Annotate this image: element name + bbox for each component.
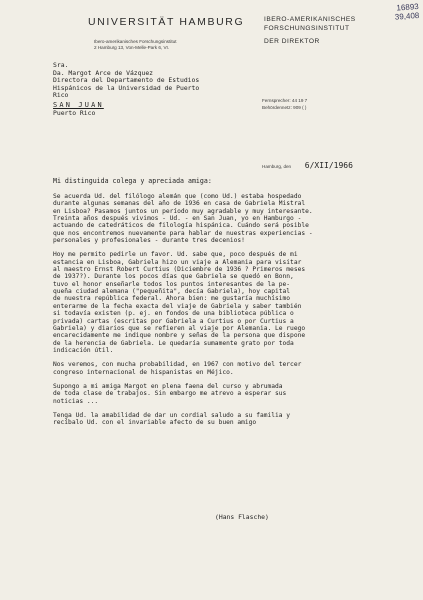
paragraph	[53, 361, 388, 376]
director-title: DER DIREKTOR	[264, 38, 320, 45]
archive-mark-2: 39,408	[394, 10, 420, 22]
recipient-line: Hispánicos de la Universidad de Puerto	[53, 83, 200, 92]
body-line: de nuestra república federal. Ahora bien: me gustaría muchísimo	[53, 295, 291, 303]
body-line: que nos encontremos nuevamente para hablar de nuestras experiencias -	[53, 229, 313, 237]
body-line: si todavía existen (p. ej. en fondos de una biblioteca pública o	[53, 310, 294, 318]
body-line: Se acuerda Ud. del filólogo alemán que (como Ud.) estaba hospedado	[53, 193, 302, 200]
body-line: enterarme de la fecha exacta del viaje de Gabriela y saber también	[53, 302, 302, 310]
institute-line-1: IBERO-AMERIKANISCHES	[264, 16, 356, 23]
body-line: de toda clase de trabajos. Sin embargo me atrevo a esperar sus	[53, 390, 287, 398]
university-name: UNIVERSITÄT HAMBURG	[88, 16, 245, 28]
body-line: indicación útil.	[53, 346, 114, 354]
body-line: tuvo el honor enseñarle todos los puntos interesantes de la pe-	[53, 280, 291, 288]
salutation: Mi distinguida colega y apreciada amiga:	[53, 177, 212, 185]
extension-label: Behördennetz:	[262, 104, 292, 110]
body-line: queña ciudad alemana ("pequeñita", decía Gabriela), hoy capital	[53, 288, 291, 296]
recipient-line: Rico	[53, 91, 69, 100]
paragraph	[53, 412, 388, 427]
paragraph	[53, 193, 388, 244]
letter-body	[53, 193, 388, 434]
institute-block	[264, 16, 394, 47]
body-line: encarecidamente me indique nombre y señas de la persona que dispone	[53, 332, 306, 340]
phone-value: 44 19 7	[291, 98, 308, 103]
body-line: recíbalo Ud. con el invariable afecto de su buen amigo	[53, 419, 257, 427]
extension-value: 909 ( )	[293, 104, 307, 110]
recipient-line: Directora del Departamento de Estudios	[53, 76, 200, 85]
archive-mark-1: 16893	[396, 1, 419, 13]
body-line: Tenga Ud. la amabilidad de dar un cordial saludo a su familia y	[53, 411, 291, 419]
body-line: Gabriela) y diarios que se refieren al viaje por Alemania. Le ruego	[53, 324, 306, 332]
body-line: actuando de catedráticos de filología hispánica. Cuándo será posible	[53, 222, 309, 230]
body-line: personales y profesionales - durante tres decenios!	[53, 237, 245, 245]
phone-label: Fernsprecher:	[262, 98, 291, 103]
body-line: de 1937?). Durante los pocos días que Gabriela se quedó en Bonn,	[53, 273, 294, 281]
date-place: Hamburg, den	[262, 164, 292, 169]
body-line: congreso internacional de hispanistas en Méjico.	[53, 368, 234, 376]
body-line: Nos veremos, con mucha probabilidad, en 1967 con motivo del tercer	[53, 361, 302, 369]
date-line	[262, 153, 382, 172]
body-line: noticias ...	[53, 397, 99, 405]
recipient-line: Sra.	[53, 61, 69, 69]
body-line: Supongo a mi amiga Margot en plena faena del curso y abrumada	[53, 382, 283, 390]
sender-address-line-2: 2 Hamburg 13, Von-Melle-Park 6, VI.	[94, 44, 170, 50]
recipient-line: Da. Margot Arce de Vázquez	[53, 68, 154, 77]
recipient-address	[53, 62, 283, 117]
body-line: Hoy me permito pedirle un favor. Ud. sabe que, poco después de mi	[53, 251, 298, 259]
body-line: estancia en Lisboa, Gabriela hizo un viaje a Alemania para visitar	[53, 258, 302, 266]
paragraph	[53, 383, 388, 405]
sender-address	[94, 39, 244, 50]
date-value: 6/XII/1966	[304, 161, 353, 170]
signature-name: (Hans Flasche)	[215, 513, 269, 521]
contact-block	[262, 98, 372, 111]
body-line: Treinta años después vivimos - Ud. - en San Juan, yo en Hamburgo -	[53, 215, 302, 223]
body-line: al maestro Ernst Robert Curtius (Diciembre de 1936 ? Primeros meses	[53, 266, 306, 274]
body-line: en Lisboa? Pasamos juntos un período muy agradable y muy interesante.	[53, 207, 313, 215]
recipient-city: SAN JUAN	[53, 100, 104, 109]
body-line: de la herencia de Gabriela. Le quedaría sumamente grato por toda	[53, 339, 294, 347]
body-line: durante algunas semanas del año de 1936 en casa de Gabriela Mistral	[53, 200, 306, 208]
body-line: privada) cartas (escritas por Gabriela a Curtius o por Curtius a	[53, 317, 294, 325]
paragraph	[53, 251, 388, 354]
institute-line-2: FORSCHUNGSINSTITUT	[264, 24, 350, 32]
sender-address-line-1: Ibero-amerikanisches Forschungsinstitut	[94, 39, 177, 44]
recipient-country: Puerto Rico	[53, 108, 96, 117]
